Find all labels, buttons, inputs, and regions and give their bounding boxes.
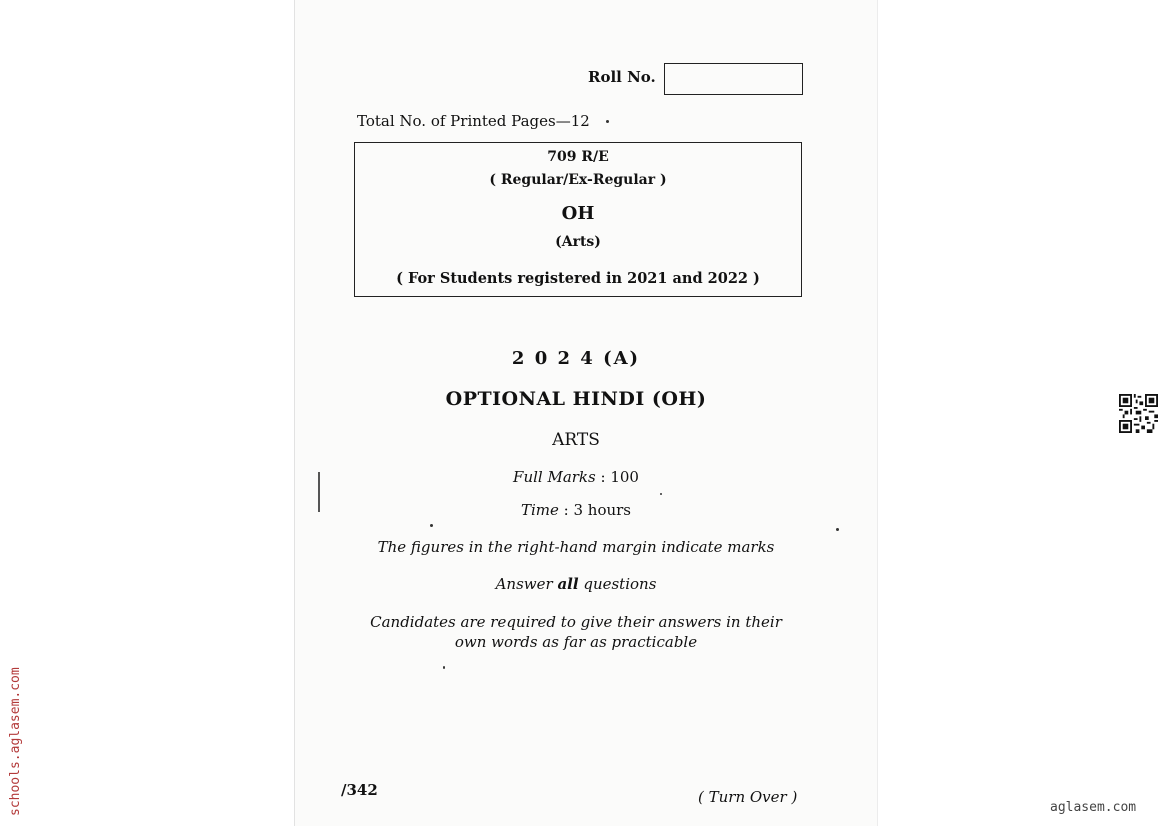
instruction-own-words-line1: Candidates are required to give their answers in their bbox=[370, 613, 782, 631]
scan-speck bbox=[430, 524, 433, 527]
instruction-marks: The figures in the right-hand margin indicate marks bbox=[377, 538, 775, 556]
roll-number-label: Roll No. bbox=[588, 68, 656, 86]
corner-watermark: aglasem.com bbox=[1050, 800, 1137, 815]
full-marks-value: : 100 bbox=[600, 468, 639, 486]
stream-title: ARTS bbox=[552, 430, 600, 450]
full-marks-label: Full Marks bbox=[513, 468, 596, 486]
subject-code: OH bbox=[561, 203, 595, 224]
instruction-answer-bold: all bbox=[557, 575, 579, 593]
scan-speck bbox=[660, 493, 662, 495]
scan-speck bbox=[443, 666, 445, 669]
roll-number-box bbox=[664, 63, 803, 95]
scan-speck bbox=[606, 120, 609, 123]
time-allowed bbox=[0, 501, 1152, 519]
exam-type: ( Regular/Ex-Regular ) bbox=[489, 172, 667, 188]
paper-code: 709 R/E bbox=[547, 149, 609, 165]
instruction-answer-pre: Answer bbox=[495, 575, 558, 593]
side-watermark: schools.aglasem.com bbox=[8, 667, 23, 816]
stream-label: (Arts) bbox=[555, 234, 601, 250]
time-label: Time bbox=[520, 501, 559, 519]
paper-serial: /342 bbox=[341, 781, 378, 799]
registration-note: ( For Students registered in 2021 and 2022 ) bbox=[396, 270, 760, 287]
instruction-answer-all bbox=[0, 575, 1152, 593]
exam-info-box bbox=[354, 142, 802, 297]
scan-speck bbox=[836, 528, 839, 531]
instruction-answer-post: questions bbox=[578, 575, 657, 593]
qr-code-icon bbox=[1119, 394, 1158, 433]
total-pages-text: Total No. of Printed Pages—12 bbox=[357, 112, 590, 130]
instruction-own-words bbox=[0, 612, 1152, 652]
time-value: : 3 hours bbox=[563, 501, 632, 519]
turn-over-text: ( Turn Over ) bbox=[698, 788, 798, 806]
instruction-own-words-line2: own words as far as practicable bbox=[454, 633, 698, 651]
subject-title: OPTIONAL HINDI (OH) bbox=[445, 388, 707, 410]
full-marks bbox=[0, 468, 1152, 486]
exam-year: 2 0 2 4 (A) bbox=[511, 348, 641, 369]
